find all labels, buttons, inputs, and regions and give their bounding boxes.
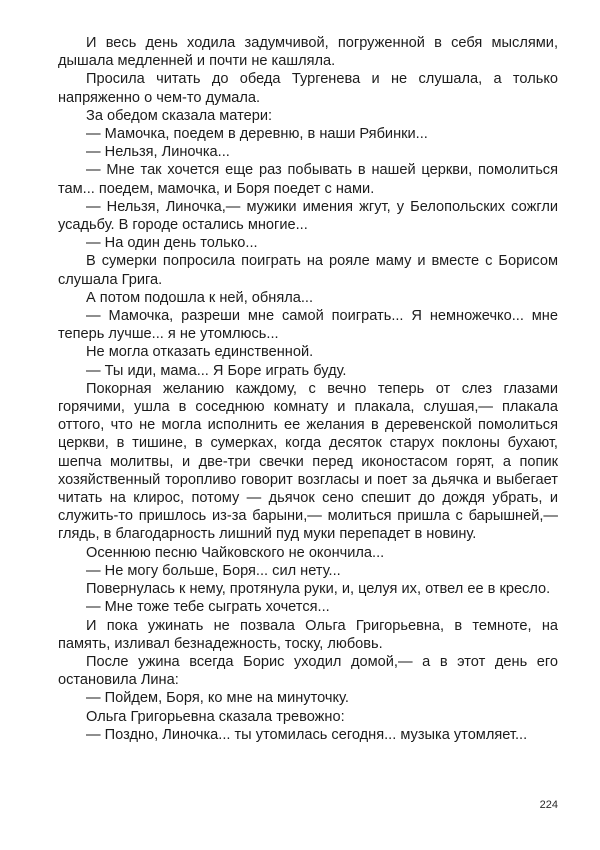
paragraph-3: За обедом сказала матери: — [86, 107, 273, 124]
paragraph-16: — Не могу больше, Боря... сил нету... — [86, 562, 341, 579]
paragraph-19: И пока ужинать не позвала Ольга Григорьевна, в темноте, на память, изливал безнадежность, тоску, любовь. — [58, 617, 558, 652]
paragraph-23: — Поздно, Линочка... ты утомилась сегодня... музыка утомляет... — [86, 726, 528, 743]
page-number: 224 — [539, 799, 558, 811]
paragraph-22: Ольга Григорьевна сказала тревожно: — [86, 708, 345, 725]
paragraph-8: — На один день только... — [86, 235, 258, 252]
paragraph-10: А потом подошла к ней, обняла... — [86, 289, 314, 306]
page-body — [58, 34, 558, 744]
paragraph-21: — Пойдем, Боря, ко мне на минуточку. — [86, 690, 349, 707]
paragraph-5: — Нельзя, Линочка... — [86, 144, 230, 161]
paragraph-15: Осеннюю песню Чайковского не окончила... — [86, 544, 385, 561]
paragraph-2: Просила читать до обеда Тургенева и не слушала, а только напряженно о чем-то думала. — [58, 71, 558, 106]
paragraph-4: — Мамочка, поедем в деревню, в наши Рябинки... — [86, 126, 428, 143]
paragraph-12: Не могла отказать единственной. — [86, 344, 314, 361]
paragraph-6: — Мне так хочется еще раз побывать в нашей церкви, помолиться там... поедем, мамочка, и Боря поедет с нами. — [58, 162, 558, 197]
paragraph-11: — Мамочка, разреши мне самой поиграть... Я немножечко... мне теперь лучше... я не утомлюсь... — [58, 308, 558, 343]
paragraph-1: И весь день ходила задумчивой, погруженной в себя мыслями, дышала медленней и почти не кашляла. — [58, 35, 558, 70]
paragraph-18: — Мне тоже тебе сыграть хочется... — [86, 599, 330, 616]
paragraph-13: — Ты иди, мама... Я Боре играть буду. — [86, 362, 347, 379]
paragraph-14: Покорная желанию каждому, с вечно теперь от слез глазами горячими, ушла в соседнюю комнату и плакала, слушая,— плакала оттого, что не могла исполнить ее желания в деревенской помолиться церкви, в тишине, в сумерках, когда десяток старух поклоны бухают, шепча молитвы, и две-три свечки перед иконостасом горят, а попик хозяйственный торопливо говорит возгласы и поет за дьячка и выбегает читать на клирос, потому — дьячок сено спешит до дождя убрать, и служить-то пришлось из-за барыни,— молиться пришла с барышней,— глядь, в благодарность лишний пуд муки перепадет в новину. — [58, 380, 558, 543]
paragraph-20: После ужина всегда Борис уходил домой,— а в этот день его остановила Лина: — [58, 653, 558, 689]
paragraph-9: В сумерки попросила поиграть на рояле маму и вместе с Борисом слушала Грига. — [58, 253, 558, 288]
paragraph-17: Повернулась к нему, протянула руки, и, целуя их, отвел ее в кресло. — [86, 581, 551, 598]
paragraph-7: — Нельзя, Линочка,— мужики имения жгут, у Белопольских сожгли усадьбу. В городе остались многие... — [58, 198, 558, 234]
